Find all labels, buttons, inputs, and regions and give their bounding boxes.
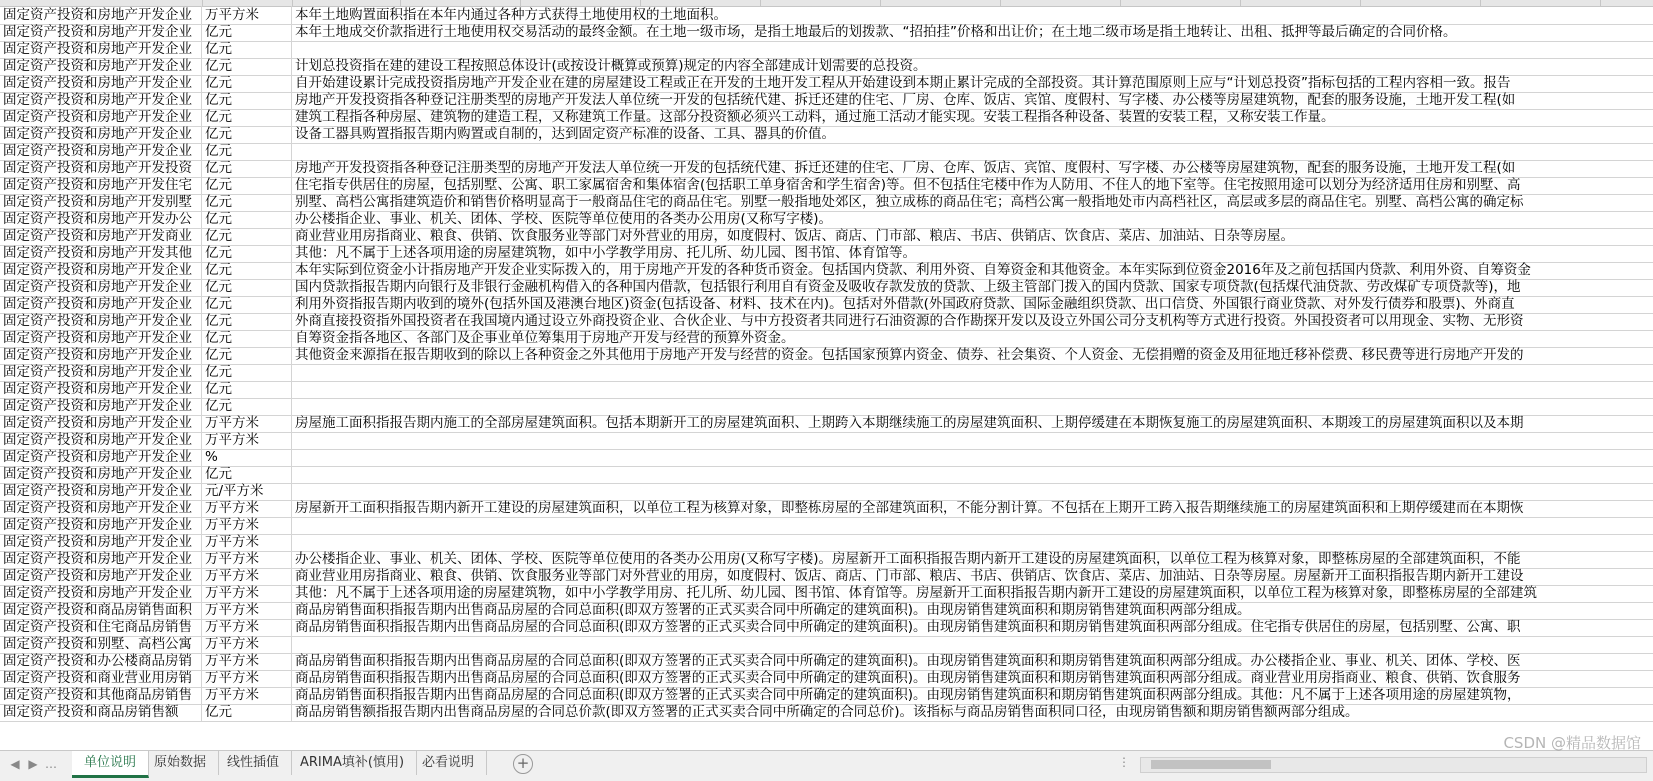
indicator-name-cell[interactable]: 固定资产投资和房地产开发企业 — [0, 550, 202, 568]
unit-cell[interactable]: 万平方米 — [202, 601, 292, 619]
unit-cell[interactable]: 万平方米 — [202, 567, 292, 585]
indicator-name-cell[interactable]: 固定资产投资和房地产开发企业 — [0, 57, 202, 75]
description-cell[interactable]: 设备工器具购置指报告期内购置或自制的，达到固定资产标准的设备、工具、器具的价值。 — [295, 126, 835, 142]
indicator-name-cell[interactable]: 固定资产投资和房地产开发企业 — [0, 567, 202, 585]
unit-cell[interactable]: 亿元 — [202, 23, 292, 41]
unit-cell[interactable]: 亿元 — [202, 703, 292, 721]
add-sheet-button[interactable]: + — [513, 754, 533, 774]
indicator-name-cell[interactable]: 固定资产投资和房地产开发企业 — [0, 346, 202, 364]
unit-cell[interactable]: 万平方米 — [202, 669, 292, 687]
description-cell[interactable]: 商业营业用房指商业、粮食、供销、饮食服务业等部门对外营业的用房，如度假村、饭店、商店、门市部、粮店、书店、供销店、饮食店、菜店、加油站、日杂等房屋。房屋新开工面积指报告期内新开工建设 — [295, 568, 1524, 584]
unit-cell[interactable]: 亿元 — [202, 74, 292, 92]
indicator-name-cell[interactable]: 固定资产投资和房地产开发企业 — [0, 329, 202, 347]
indicator-name-cell[interactable]: 固定资产投资和住宅商品房销售 — [0, 618, 202, 636]
unit-cell[interactable]: 亿元 — [202, 465, 292, 483]
description-cell[interactable] — [292, 448, 1653, 466]
tab-unit-description[interactable]: 单位说明 — [72, 751, 149, 778]
unit-cell[interactable]: 万平方米 — [202, 550, 292, 568]
indicator-name-cell[interactable]: 固定资产投资和房地产开发企业 — [0, 312, 202, 330]
indicator-name-cell[interactable]: 固定资产投资和房地产开发企业 — [0, 40, 202, 58]
unit-cell[interactable]: 亿元 — [202, 142, 292, 160]
unit-cell[interactable]: 亿元 — [202, 346, 292, 364]
description-cell[interactable]: 商品房销售面积指报告期内出售商品房屋的合同总面积(即双方签署的正式买卖合同中所确定的建筑面积)。由现房销售建筑面积和期房销售建筑面积两部分组成。办公楼指企业、事业、机关、团体、学校、医 — [295, 653, 1521, 669]
indicator-name-cell[interactable]: 固定资产投资和房地产开发其他 — [0, 244, 202, 262]
description-cell[interactable] — [292, 397, 1653, 415]
unit-cell[interactable]: 亿元 — [202, 210, 292, 228]
description-cell[interactable]: 外商直接投资指外国投资者在我国境内通过设立外商投资企业、合伙企业、与中方投资者共同进行石油资源的合作勘探开发以及设立外国公司分支机构等方式进行投资。外国投资者可以用现金、实物、无形资 — [295, 313, 1524, 329]
indicator-name-cell[interactable]: 固定资产投资和房地产开发企业 — [0, 363, 202, 381]
indicator-name-cell[interactable]: 固定资产投资和房地产开发企业 — [0, 414, 202, 432]
scroll-divider-icon[interactable]: ⋮ — [1118, 755, 1130, 769]
unit-cell[interactable]: 亿元 — [202, 91, 292, 109]
unit-cell[interactable]: 亿元 — [202, 363, 292, 381]
unit-cell[interactable]: 亿元 — [202, 329, 292, 347]
tab-arima-fill[interactable]: ARIMA填补(慎用) — [288, 751, 417, 775]
unit-cell[interactable]: 亿元 — [202, 40, 292, 58]
description-cell[interactable]: 本年实际到位资金小计指房地产开发企业实际拨入的，用于房地产开发的各种货币资金。包括国内贷款、利用外资、自筹资金和其他资金。本年实际到位资金2016年及之前包括国内贷款、利用外资、自筹资金 — [295, 262, 1531, 278]
unit-cell[interactable]: % — [202, 448, 292, 466]
unit-cell[interactable]: 亿元 — [202, 57, 292, 75]
indicator-name-cell[interactable]: 固定资产投资和房地产开发企业 — [0, 91, 202, 109]
indicator-name-cell[interactable]: 固定资产投资和房地产开发办公 — [0, 210, 202, 228]
unit-cell[interactable]: 亿元 — [202, 261, 292, 279]
indicator-name-cell[interactable]: 固定资产投资和房地产开发企业 — [0, 431, 202, 449]
spreadsheet-grid[interactable] — [0, 6, 1653, 750]
description-cell[interactable]: 住宅指专供居住的房屋，包括别墅、公寓、职工家属宿舍和集体宿舍(包括职工单身宿舍和学生宿舍)等。但不包括住宅楼中作为人防用、不住人的地下室等。住宅按照用途可以划分为经济适用住房和别墅、高 — [295, 177, 1521, 193]
description-cell[interactable]: 其他：凡不属于上述各项用途的房屋建筑物，如中小学教学用房、托儿所、幼儿园、图书馆、体育馆等。 — [295, 245, 916, 261]
table-row[interactable] — [0, 703, 1653, 722]
scroll-left-icon[interactable]: ◀ — [10, 757, 20, 771]
indicator-name-cell[interactable]: 固定资产投资和商业营业用房销 — [0, 669, 202, 687]
description-cell[interactable]: 自筹资金指各地区、各部门及企事业单位筹集用于房地产开发与经营的预算外资金。 — [295, 330, 795, 346]
description-cell[interactable]: 计划总投资指在建的建设工程按照总体设计(或按设计概算或预算)规定的内容全部建成计划需要的总投资。 — [295, 58, 927, 74]
unit-cell[interactable]: 亿元 — [202, 295, 292, 313]
indicator-name-cell[interactable]: 固定资产投资和房地产开发企业 — [0, 448, 202, 466]
description-cell[interactable]: 房屋新开工面积指报告期内新开工建设的房屋建筑面积，以单位工程为核算对象，即整栋房屋的全部建筑面积，不能分割计算。不包括在上期开工跨入报告期继续施工的房屋建筑面积和上期停缓建而在本期恢 — [295, 500, 1524, 516]
sheet-nav-buttons[interactable] — [6, 757, 66, 775]
unit-cell[interactable]: 万平方米 — [202, 6, 292, 24]
description-cell[interactable]: 本年土地成交价款指进行土地使用权交易活动的最终金额。在土地一级市场，是指土地最后的划拨款、“招拍挂”价格和出让价；在土地二级市场是指土地转让、出租、抵押等最后确定的合同价格。 — [295, 24, 1457, 40]
description-cell[interactable]: 房屋施工面积指报告期内施工的全部房屋建筑面积。包括本期新开工的房屋建筑面积、上期跨入本期继续施工的房屋建筑面积、上期停缓建在本期恢复施工的房屋建筑面积、本期竣工的房屋建筑面积以及本期 — [295, 415, 1524, 431]
indicator-name-cell[interactable]: 固定资产投资和办公楼商品房销 — [0, 652, 202, 670]
unit-cell[interactable]: 亿元 — [202, 244, 292, 262]
description-cell[interactable] — [292, 431, 1653, 449]
description-cell[interactable]: 商品房销售面积指报告期内出售商品房屋的合同总面积(即双方签署的正式买卖合同中所确定的建筑面积)。由现房销售建筑面积和期房销售建筑面积两部分组成。 — [295, 602, 1251, 618]
scrollbar-thumb[interactable] — [1151, 760, 1271, 769]
tab-linear-interpolation[interactable]: 线性插值 — [215, 751, 292, 775]
indicator-name-cell[interactable]: 固定资产投资和房地产开发企业 — [0, 295, 202, 313]
description-cell[interactable]: 办公楼指企业、事业、机关、团体、学校、医院等单位使用的各类办公用房(又称写字楼)。房屋新开工面积指报告期内新开工建设的房屋建筑面积，以单位工程为核算对象，即整栋房屋的全部建筑面积，不能 — [295, 551, 1521, 567]
indicator-name-cell[interactable]: 固定资产投资和房地产开发企业 — [0, 125, 202, 143]
indicator-name-cell[interactable]: 固定资产投资和房地产开发企业 — [0, 533, 202, 551]
unit-cell[interactable]: 亿元 — [202, 125, 292, 143]
indicator-name-cell[interactable]: 固定资产投资和商品房销售额 — [0, 703, 202, 721]
watermark: CSDN @精品数据馆 — [1503, 734, 1641, 752]
indicator-name-cell[interactable]: 固定资产投资和房地产开发企业 — [0, 23, 202, 41]
indicator-name-cell[interactable]: 固定资产投资和商品房销售面积 — [0, 601, 202, 619]
indicator-name-cell[interactable]: 固定资产投资和别墅、高档公寓 — [0, 635, 202, 653]
unit-cell[interactable]: 亿元 — [202, 193, 292, 211]
indicator-name-cell[interactable]: 固定资产投资和房地产开发住宅 — [0, 176, 202, 194]
description-cell[interactable]: 房地产开发投资指各种登记注册类型的房地产开发法人单位统一开发的包括统代建、拆迁还建的住宅、厂房、仓库、饭店、宾馆、度假村、写字楼、办公楼等房屋建筑物，配套的服务设施，土地开发工程(如 — [295, 160, 1516, 176]
description-cell[interactable]: 本年土地购置面积指在本年内通过各种方式获得土地使用权的土地面积。 — [295, 7, 727, 23]
indicator-name-cell[interactable]: 固定资产投资和房地产开发投资 — [0, 159, 202, 177]
unit-cell[interactable]: 亿元 — [202, 380, 292, 398]
indicator-name-cell[interactable]: 固定资产投资和房地产开发企业 — [0, 482, 202, 500]
unit-cell[interactable]: 亿元 — [202, 159, 292, 177]
description-cell[interactable] — [292, 40, 1653, 58]
description-cell[interactable]: 其他：凡不属于上述各项用途的房屋建筑物，如中小学教学用房、托儿所、幼儿园、图书馆、体育馆等。房屋新开工面积指报告期内新开工建设的房屋建筑面积，以单位工程为核算对象，即整栋房屋的全部建筑 — [295, 585, 1537, 601]
unit-cell[interactable]: 亿元 — [202, 108, 292, 126]
unit-cell[interactable]: 万平方米 — [202, 635, 292, 653]
tab-must-read[interactable]: 必看说明 — [410, 751, 487, 775]
indicator-name-cell[interactable]: 固定资产投资和房地产开发企业 — [0, 74, 202, 92]
sheet-tab-bar — [0, 750, 1653, 781]
more-icon[interactable]: … — [45, 757, 57, 771]
description-cell[interactable] — [292, 482, 1653, 500]
description-cell[interactable]: 办公楼指企业、事业、机关、团体、学校、医院等单位使用的各类办公用房(又称写字楼)。 — [295, 211, 833, 227]
indicator-name-cell[interactable]: 固定资产投资和房地产开发企业 — [0, 397, 202, 415]
description-cell[interactable]: 商业营业用房指商业、粮食、供销、饮食服务业等部门对外营业的用房，如度假村、饭店、商店、门市部、粮店、书店、供销店、饮食店、菜店、加油站、日杂等房屋。 — [295, 228, 1294, 244]
unit-cell[interactable]: 万平方米 — [202, 618, 292, 636]
unit-cell[interactable]: 万平方米 — [202, 652, 292, 670]
indicator-name-cell[interactable]: 固定资产投资和房地产开发企业 — [0, 465, 202, 483]
unit-cell[interactable]: 亿元 — [202, 312, 292, 330]
unit-cell[interactable]: 亿元 — [202, 176, 292, 194]
description-cell[interactable]: 别墅、高档公寓指建筑造价和销售价格明显高于一般商品住宅的商品住宅。别墅一般指地处郊区，独立成栋的商品住宅；高档公寓一般指地处市内高档社区，高层或多层的商品住宅。别墅、高档公寓的确定标 — [295, 194, 1524, 210]
indicator-name-cell[interactable]: 固定资产投资和房地产开发别墅 — [0, 193, 202, 211]
description-cell[interactable]: 商品房销售额指报告期内出售商品房屋的合同总价款(即双方签署的正式买卖合同中所确定的合同总价)。该指标与商品房销售面积同口径，由现房销售额和期房销售额两部分组成。 — [295, 704, 1359, 720]
description-cell[interactable] — [292, 142, 1653, 160]
unit-cell[interactable]: 万平方米 — [202, 431, 292, 449]
indicator-name-cell[interactable]: 固定资产投资和房地产开发企业 — [0, 261, 202, 279]
description-cell[interactable]: 商品房销售面积指报告期内出售商品房屋的合同总面积(即双方签署的正式买卖合同中所确定的建筑面积)。由现房销售建筑面积和期房销售建筑面积两部分组成。商业营业用房指商业、粮食、供销、饮食服务 — [295, 670, 1521, 686]
indicator-name-cell[interactable]: 固定资产投资和房地产开发企业 — [0, 6, 202, 24]
description-cell[interactable]: 自开始建设累计完成投资指房地产开发企业在建的房屋建设工程或正在开发的土地开发工程从开始建设到本期止累计完成的全部投资。其计算范围原则上应与“计划总投资”指标包括的工程内容相一致。报告 — [295, 75, 1511, 91]
description-cell[interactable] — [292, 533, 1653, 551]
unit-cell[interactable]: 万平方米 — [202, 414, 292, 432]
unit-cell[interactable]: 亿元 — [202, 397, 292, 415]
scroll-right-icon[interactable]: ▶ — [28, 757, 38, 771]
description-cell[interactable] — [292, 465, 1653, 483]
unit-cell[interactable]: 万平方米 — [202, 686, 292, 704]
description-cell[interactable]: 国内贷款指报告期内向银行及非银行金融机构借入的各种国内借款，包括银行利用自有资金及吸收存款发放的贷款、上级主管部门拨入的国内贷款、国家专项贷款(包括煤代油贷款、劳改煤矿专项贷款等)，地 — [295, 279, 1521, 295]
description-cell[interactable] — [292, 380, 1653, 398]
description-cell[interactable] — [292, 635, 1653, 653]
unit-cell[interactable]: 亿元 — [202, 227, 292, 245]
indicator-name-cell[interactable]: 固定资产投资和房地产开发企业 — [0, 584, 202, 602]
tab-raw-data[interactable]: 原始数据 — [142, 751, 219, 775]
description-cell[interactable]: 房地产开发投资指各种登记注册类型的房地产开发法人单位统一开发的包括统代建、拆迁还建的住宅、厂房、仓库、饭店、宾馆、度假村、写字楼、办公楼等房屋建筑物，配套的服务设施，土地开发工程(如 — [295, 92, 1516, 108]
description-cell[interactable]: 其他资金来源指在报告期收到的除以上各种资金之外其他用于房地产开发与经营的资金。包括国家预算内资金、债券、社会集资、个人资金、无偿捐赠的资金及用征地迁移补偿费、移民费等进行房地产开发的 — [295, 347, 1524, 363]
description-cell[interactable] — [292, 363, 1653, 381]
description-cell[interactable]: 建筑工程指各种房屋、建筑物的建造工程，又称建筑工作量。这部分投资额必须兴工动料，通过施工活动才能实现。安装工程指各种设备、装置的安装工程，又称安装工作量。 — [295, 109, 1335, 125]
indicator-name-cell[interactable]: 固定资产投资和房地产开发企业 — [0, 142, 202, 160]
indicator-name-cell[interactable]: 固定资产投资和房地产开发企业 — [0, 380, 202, 398]
description-cell[interactable] — [292, 516, 1653, 534]
description-cell[interactable]: 利用外资指报告期内收到的境外(包括外国及港澳台地区)资金(包括设备、材料、技术在内)。包括对外借款(外国政府贷款、国际金融组织贷款、出口信贷、外国银行商业贷款、对外发行债券和股票)、外商直 — [295, 296, 1515, 312]
description-cell[interactable]: 商品房销售面积指报告期内出售商品房屋的合同总面积(即双方签署的正式买卖合同中所确定的建筑面积)。由现房销售建筑面积和期房销售建筑面积两部分组成。其他：凡不属于上述各项用途的房屋建筑物， — [295, 687, 1521, 703]
indicator-name-cell[interactable]: 固定资产投资和房地产开发企业 — [0, 278, 202, 296]
unit-cell[interactable]: 元/平方米 — [202, 482, 292, 500]
unit-cell[interactable]: 万平方米 — [202, 584, 292, 602]
indicator-name-cell[interactable]: 固定资产投资和房地产开发企业 — [0, 499, 202, 517]
indicator-name-cell[interactable]: 固定资产投资和房地产开发商业 — [0, 227, 202, 245]
description-cell[interactable]: 商品房销售面积指报告期内出售商品房屋的合同总面积(即双方签署的正式买卖合同中所确定的建筑面积)。由现房销售建筑面积和期房销售建筑面积两部分组成。住宅指专供居住的房屋，包括别墅、公寓、职 — [295, 619, 1521, 635]
unit-cell[interactable]: 万平方米 — [202, 516, 292, 534]
indicator-name-cell[interactable]: 固定资产投资和其他商品房销售 — [0, 686, 202, 704]
unit-cell[interactable]: 万平方米 — [202, 533, 292, 551]
unit-cell[interactable]: 万平方米 — [202, 499, 292, 517]
horizontal-scrollbar[interactable] — [1140, 757, 1647, 773]
indicator-name-cell[interactable]: 固定资产投资和房地产开发企业 — [0, 108, 202, 126]
indicator-name-cell[interactable]: 固定资产投资和房地产开发企业 — [0, 516, 202, 534]
unit-cell[interactable]: 亿元 — [202, 278, 292, 296]
